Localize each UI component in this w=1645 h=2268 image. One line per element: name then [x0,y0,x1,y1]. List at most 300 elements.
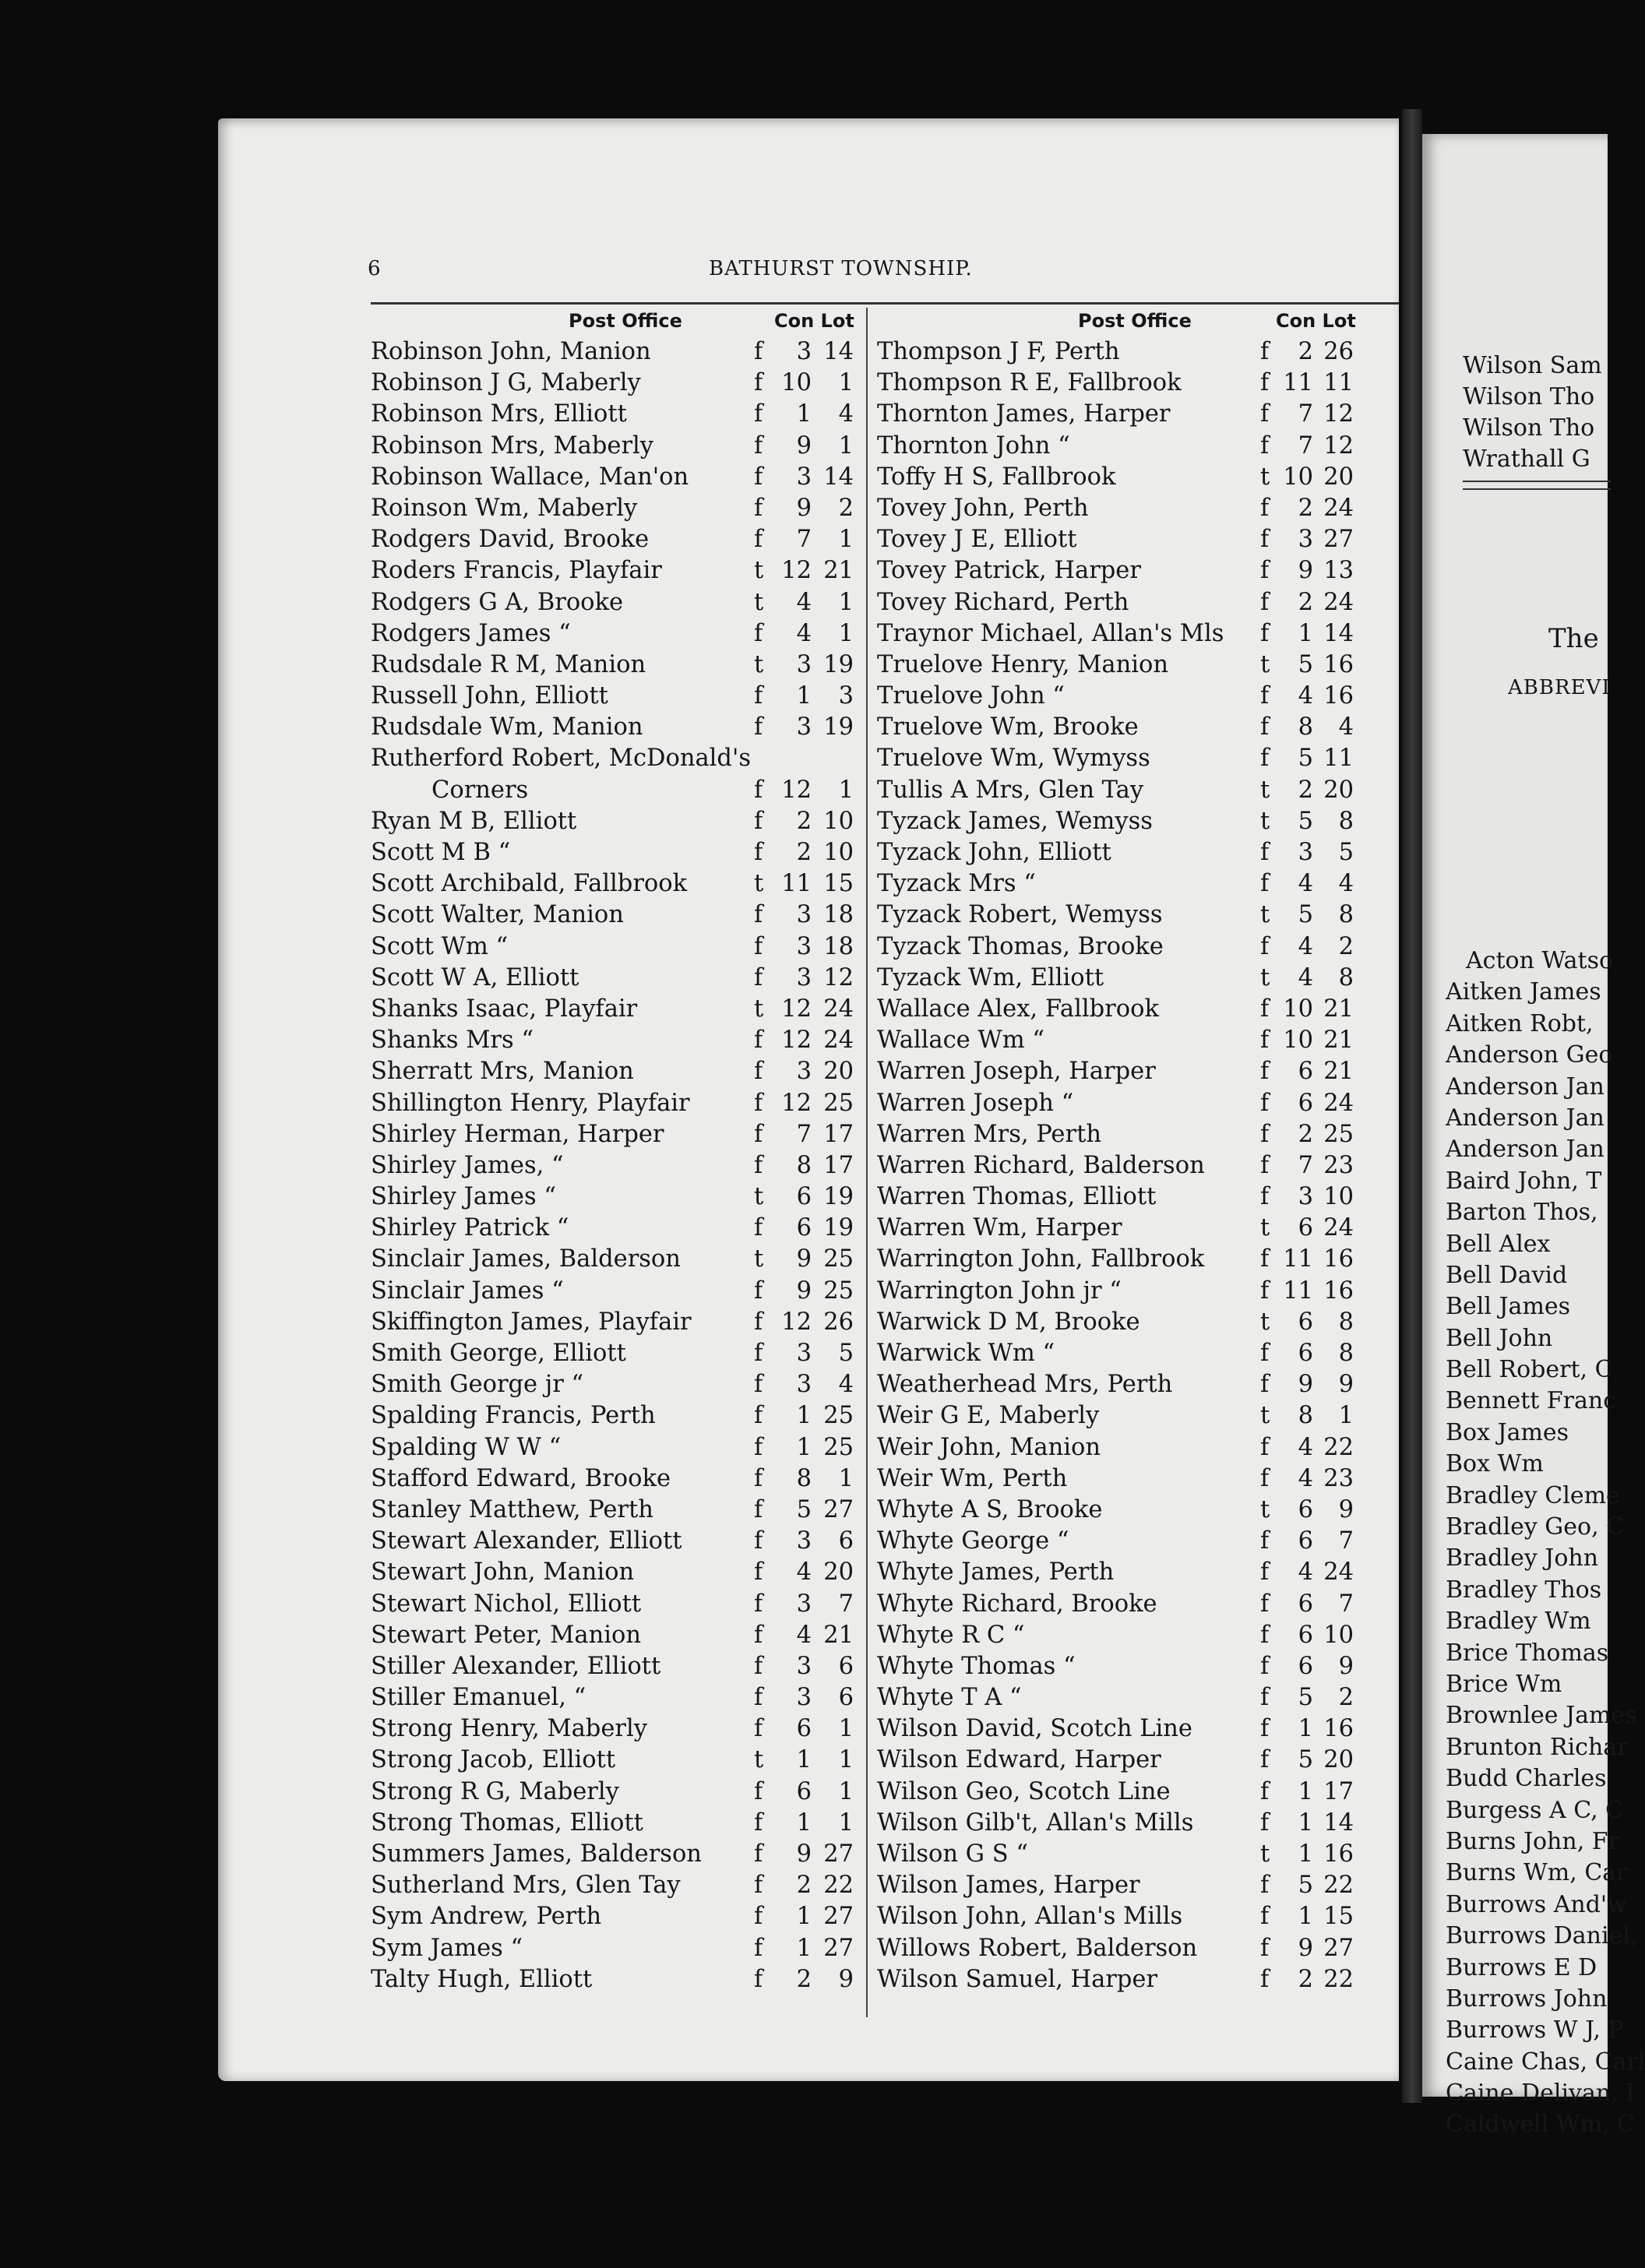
entry-tenure: f [754,1558,763,1587]
directory-entry [371,493,861,524]
right-entry: Brunton Richar [1446,1733,1629,1761]
entry-concession: 6 [796,1715,812,1743]
entry-lot: 14 [823,463,854,491]
directory-entry [371,587,861,618]
entry-concession: 3 [796,1371,812,1399]
entry-tenure: f [754,1777,763,1805]
directory-entry [371,837,861,868]
entry-name: Shirley Patrick “ [371,1214,569,1242]
entry-name: Summers James, Balderson [371,1840,702,1868]
entry-name: Truelove Wm, Brooke [877,713,1139,741]
entry-name: Rodgers David, Brooke [371,526,650,554]
entry-name: Robinson J G, Maberly [371,369,641,397]
entry-concession: 1 [796,1433,812,1461]
right-top-list [1422,350,1602,475]
entry-name: Warren Mrs, Perth [877,1120,1101,1148]
entry-tenure: f [1260,431,1270,460]
entry-concession: 9 [1298,1371,1313,1399]
entry-lot: 4 [1338,870,1354,898]
directory-entry [371,1213,861,1244]
directory-entry [877,1839,1376,1870]
entry-name: Warwick D M, Brooke [877,1308,1140,1336]
directory-entry [371,336,861,368]
directory-entry [371,681,861,712]
entry-lot: 1 [838,431,854,460]
entry-tenure: f [1260,526,1270,554]
entry-lot: 23 [1323,1464,1354,1492]
entry-name: Wilson David, Scotch Line [877,1715,1192,1743]
entry-tenure: f [1260,1464,1270,1492]
entry-tenure: f [1260,1777,1270,1805]
entry-name: Weir Wm, Perth [877,1464,1068,1492]
entry-name: Strong Henry, Maberly [371,1715,647,1743]
directory-entry [877,932,1376,963]
directory-entry [877,1870,1376,1901]
entry-concession: 4 [796,1558,812,1587]
entry-name: Truelove Henry, Manion [877,650,1168,678]
entry-lot: 15 [1323,1903,1354,1931]
right-entry: Bell James [1446,1293,1571,1321]
directory-entry [877,1088,1376,1119]
entry-tenure: f [754,1089,763,1117]
entry-lot: 22 [1323,1872,1354,1900]
entry-lot: 21 [823,1621,854,1649]
entry-lot: 12 [1323,431,1354,460]
right-entry: Burns Wm, Car [1446,1859,1628,1887]
entry-concession: 6 [1298,1527,1313,1555]
entry-name: Rodgers G A, Brooke [371,588,624,616]
directory-entry [877,681,1376,712]
directory-entry [371,1400,861,1432]
directory-entry [371,963,861,994]
entry-concession: 5 [1298,1872,1313,1900]
entry-concession: 7 [1298,431,1313,460]
directory-entry [877,587,1376,618]
entry-tenure: f [754,1590,763,1618]
entry-lot: 14 [1323,619,1354,647]
directory-entry [877,1745,1376,1776]
entry-lot: 14 [823,338,854,365]
entry-lot: 7 [1338,1590,1354,1618]
directory-entry [877,1307,1376,1338]
entry-name: Wilson Geo, Scotch Line [877,1777,1171,1805]
entry-concession: 3 [796,1590,812,1618]
directory-entry [371,1933,861,1964]
right-entry: Burrows Daniel, [1446,1922,1638,1950]
entry-tenure: f [754,1120,763,1148]
entry-name: Whyte R C “ [877,1621,1025,1649]
entry-name: Tovey John, Perth [877,494,1089,522]
entry-concession: 11 [1283,369,1313,397]
entry-name: Sym James “ [371,1934,523,1962]
entry-concession: 3 [796,1340,812,1367]
entry-concession: 4 [1298,1558,1313,1587]
directory-entry [877,1276,1376,1307]
entry-lot: 4 [838,400,854,428]
entry-name: Rudsdale R M, Manion [371,650,646,678]
entry-concession: 1 [1298,1840,1313,1868]
directory-entry [877,868,1376,900]
entry-name: Russell John, Elliott [371,682,608,710]
entry-lot: 19 [823,650,854,678]
directory-entry [371,1526,861,1557]
entry-lot: 14 [1323,1808,1354,1837]
entry-tenure: f [754,713,763,741]
entry-concession: 7 [1298,1151,1313,1179]
entry-lot: 7 [838,1590,854,1618]
entry-concession: 5 [1298,807,1313,835]
entry-lot: 6 [838,1527,854,1555]
entry-name: Truelove Wm, Wymyss [877,745,1150,773]
entry-lot: 2 [1338,932,1354,960]
entry-name: Stewart John, Manion [371,1558,635,1587]
entry-lot: 16 [1323,1715,1354,1743]
entry-tenure: f [1260,1151,1270,1179]
right-entry: Aitken James [1446,978,1601,1006]
entry-tenure: f [1260,1245,1270,1273]
entry-tenure: f [754,431,763,460]
entry-tenure: f [754,1371,763,1399]
entry-tenure: f [1260,1808,1270,1837]
directory-entry [877,1682,1376,1713]
right-entry: Bradley Thos [1446,1576,1602,1604]
entry-lot: 11 [1323,745,1354,773]
entry-concession: 6 [796,1183,812,1211]
directory-entry [877,1557,1376,1588]
entry-lot: 17 [1323,1777,1354,1805]
entry-tenure: f [1260,338,1270,365]
right-entry: Barton Thos, [1446,1199,1598,1227]
entry-tenure: f [1260,494,1270,522]
entry-concession: 6 [1298,1308,1313,1336]
directory-entry [877,806,1376,837]
entry-lot: 1 [1338,1402,1354,1430]
entry-tenure: f [1260,400,1270,428]
entry-lot: 11 [1323,369,1354,397]
directory-entry [371,1338,861,1369]
entry-tenure: f [754,1527,763,1555]
directory-entry [371,1745,861,1776]
directory-entry [877,837,1376,868]
entry-tenure: f [754,1433,763,1461]
directory-entry [371,1620,861,1651]
right-entry: Burrows John [1446,1984,1608,2013]
entry-concession: 2 [1298,588,1313,616]
directory-entry [371,868,861,900]
directory-entry [371,743,861,774]
entry-tenure: f [1260,1903,1270,1931]
entry-tenure: t [754,1245,764,1273]
entry-name: Warren Richard, Balderson [877,1151,1205,1179]
right-entry: Bell John [1446,1324,1553,1352]
entry-tenure: f [1260,1934,1270,1962]
entry-concession: 5 [1298,1746,1313,1774]
entry-lot: 27 [823,1903,854,1931]
entry-concession: 2 [1298,338,1313,365]
entry-lot: 17 [823,1120,854,1148]
entry-tenure: f [1260,1183,1270,1211]
entry-concession: 3 [796,1652,812,1680]
entry-name: Scott Wm “ [371,932,509,960]
directory-entry [371,1964,861,1995]
entry-concession: 6 [1298,1590,1313,1618]
entry-lot: 24 [1323,1558,1354,1587]
entry-name: Whyte George “ [877,1527,1069,1555]
right-entry: Bradley Geo, C [1446,1513,1625,1541]
entry-name: Warrington John jr “ [877,1277,1122,1305]
column-divider [866,308,868,2017]
entry-tenure: f [1260,369,1270,397]
right-rule [1463,488,1611,490]
right-entry: Burrows E D [1446,1953,1597,1981]
entry-name: Warren Joseph “ [877,1089,1074,1117]
entry-tenure: t [1260,650,1270,678]
directory-entry [371,1307,861,1338]
entry-tenure: f [1260,1433,1270,1461]
entry-concession: 3 [796,338,812,365]
right-entry: Brice Thomas [1446,1639,1609,1667]
right-rule [1463,481,1611,482]
entry-lot: 26 [1323,338,1354,365]
entry-concession: 2 [796,807,812,835]
directory-entry [877,1056,1376,1087]
entry-concession: 7 [796,1120,812,1148]
directory-entry [371,650,861,681]
entry-name: Warren Thomas, Elliott [877,1183,1157,1211]
entry-tenure: f [1260,1872,1270,1900]
entry-concession: 4 [796,1621,812,1649]
entry-name: Warren Joseph, Harper [877,1058,1156,1086]
directory-entry [877,1338,1376,1369]
entry-tenure: f [754,1027,763,1055]
entry-name: Wilson Samuel, Harper [877,1965,1158,1993]
entry-lot: 17 [823,1151,854,1179]
right-entry: Bradley Cleme [1446,1481,1620,1509]
entry-tenure: f [754,400,763,428]
entry-concession: 5 [796,1495,812,1523]
entry-lot: 1 [838,369,854,397]
right-entry: Anderson Jan [1446,1104,1604,1132]
entry-lot: 16 [1323,1840,1354,1868]
book-spine [1402,109,1422,2103]
entry-concession: 10 [1283,1027,1313,1055]
entry-concession: 3 [796,1684,812,1712]
entry-concession: 1 [1298,1903,1313,1931]
directory-entry [371,775,861,806]
entry-lot: 21 [1323,995,1354,1023]
entry-name: Sutherland Mrs, Glen Tay [371,1872,681,1900]
entry-name: Stewart Nichol, Elliott [371,1590,642,1618]
entry-concession: 4 [1298,682,1313,710]
entry-concession: 11 [1283,1245,1313,1273]
right-entry: Bell David [1446,1261,1568,1289]
entry-concession: 4 [1298,1433,1313,1461]
entry-name: Skiffington James, Playfair [371,1308,692,1336]
entry-concession: 1 [1298,1808,1313,1837]
entry-concession: 5 [1298,745,1313,773]
entry-lot: 1 [838,776,854,804]
right-entry: Bell Robert, C [1446,1356,1613,1384]
entry-lot: 19 [823,1183,854,1211]
entry-name: Wilson John, Allan's Mills [877,1903,1183,1931]
entry-lot: 15 [823,870,854,898]
entry-tenure: f [754,901,763,929]
entry-lot: 24 [823,1027,854,1055]
entry-tenure: f [1260,1527,1270,1555]
entry-concession: 11 [1283,1277,1313,1305]
entry-tenure: t [1260,463,1270,491]
entry-name: Scott Archibald, Fallbrook [371,870,688,898]
entry-tenure: t [1260,1214,1270,1242]
entry-concession: 2 [1298,776,1313,804]
entry-tenure: f [754,338,763,365]
entry-concession: 4 [1298,1464,1313,1492]
directory-entry [877,1213,1376,1244]
entry-lot: 8 [1338,1340,1354,1367]
entry-tenure: f [1260,588,1270,616]
entry-tenure: f [754,1214,763,1242]
entry-name: Willows Robert, Balderson [877,1934,1198,1962]
entry-lot: 24 [1323,494,1354,522]
entry-name: Stiller Emanuel, “ [371,1684,586,1712]
entry-concession: 10 [1283,463,1313,491]
entry-tenure: f [754,1965,763,1993]
entry-tenure: f [754,682,763,710]
entry-tenure: f [1260,995,1270,1023]
entry-lot: 8 [1338,901,1354,929]
entry-concession: 6 [1298,1495,1313,1523]
entry-tenure: f [1260,1089,1270,1117]
entry-name: Rodgers James “ [371,619,571,647]
directory-entry [371,1088,861,1119]
entry-tenure: f [754,1715,763,1743]
entry-lot: 27 [823,1934,854,1962]
entry-tenure: f [754,1903,763,1931]
entry-name: Tyzack Robert, Wemyss [877,901,1163,929]
directory-entry [371,1432,861,1463]
entry-lot: 9 [1338,1652,1354,1680]
entry-tenure: f [754,1872,763,1900]
entry-concession: 6 [1298,1089,1313,1117]
entry-tenure: f [754,494,763,522]
entry-lot: 2 [838,494,854,522]
entry-concession: 3 [1298,839,1313,866]
entry-tenure: f [754,1840,763,1868]
entry-concession: 3 [796,932,812,960]
entry-lot: 10 [1323,1621,1354,1649]
directory-entry [877,1150,1376,1182]
right-entry: Anderson Jan [1446,1136,1604,1164]
entry-lot: 6 [838,1684,854,1712]
entry-name: Corners [432,776,529,804]
directory-entry [371,806,861,837]
entry-tenure: f [1260,1652,1270,1680]
entry-name: Wilson G S “ [877,1840,1028,1868]
entry-concession: 3 [1298,1183,1313,1211]
entry-tenure: t [754,588,764,616]
entry-name: Wallace Wm “ [877,1027,1044,1055]
entry-tenure: f [1260,1027,1270,1055]
entry-tenure: t [1260,1402,1270,1430]
entry-name: Weir John, Manion [877,1433,1101,1461]
entry-lot: 1 [838,1808,854,1837]
mid-post-office-header: Post Office [1078,310,1192,332]
entry-name: Tyzack Thomas, Brooke [877,932,1164,960]
entry-name: Weir G E, Maberly [877,1402,1100,1430]
entry-lot: 27 [1323,526,1354,554]
entry-tenure: t [1260,1308,1270,1336]
directory-entry [371,1557,861,1588]
entry-concession: 2 [1298,1965,1313,1993]
entry-lot: 20 [823,1558,854,1587]
directory-entry [371,1025,861,1056]
entry-name: Stafford Edward, Brooke [371,1464,671,1492]
entry-lot: 10 [1323,1183,1354,1211]
right-entry: Baird John, T [1446,1167,1602,1195]
entry-name: Truelove John “ [877,682,1065,710]
entry-name: Tyzack John, Elliott [877,839,1111,866]
entry-tenure: f [1260,713,1270,741]
running-title: BATHURST TOWNSHIP. [709,257,973,280]
entry-concession: 3 [796,1527,812,1555]
entry-lot: 27 [823,1840,854,1868]
entry-concession: 1 [1298,1777,1313,1805]
directory-entry [877,1933,1376,1964]
directory-entry [371,1119,861,1150]
entry-name: Stiller Alexander, Elliott [371,1652,661,1680]
entry-name: Shirley James, “ [371,1151,564,1179]
entry-name: Toffy H S, Fallbrook [877,463,1116,491]
entry-concession: 2 [796,1872,812,1900]
entry-lot: 1 [838,1715,854,1743]
right-entry: Bell Alex [1446,1230,1551,1258]
entry-lot: 25 [823,1089,854,1117]
directory-entry [371,368,861,399]
right-entry-list [1446,946,1645,2141]
entry-name: Sym Andrew, Perth [371,1903,602,1931]
directory-entry [877,963,1376,994]
entry-name: Whyte T A “ [877,1684,1022,1712]
entry-name: Scott Walter, Manion [371,901,624,929]
directory-entry [877,618,1376,650]
entry-concession: 6 [796,1214,812,1242]
directory-entry [877,399,1376,430]
directory-entry [877,493,1376,524]
entry-tenure: f [754,1652,763,1680]
entry-name: Whyte Thomas “ [877,1652,1076,1680]
directory-entry [877,1589,1376,1620]
directory-entry [371,1056,861,1087]
entry-name: Tovey Richard, Perth [877,588,1129,616]
entry-concession: 3 [1298,526,1313,554]
right-entry: Acton Watso [1466,947,1614,974]
entry-lot: 3 [838,682,854,710]
entry-concession: 2 [796,839,812,866]
entry-concession: 4 [796,619,812,647]
entry-lot: 12 [1323,400,1354,428]
entry-lot: 20 [1323,1746,1354,1774]
directory-entry [877,1463,1376,1495]
entry-name: Wilson Edward, Harper [877,1746,1161,1774]
right-entry: Wrathall G [1463,446,1590,473]
entry-name: Thompson J F, Perth [877,338,1120,365]
entry-tenure: f [754,463,763,491]
entry-tenure: f [1260,1340,1270,1367]
header-rule [371,302,1399,305]
entry-tenure: t [754,650,764,678]
entry-concession: 9 [796,1840,812,1868]
entry-name: Tovey Patrick, Harper [877,557,1141,585]
